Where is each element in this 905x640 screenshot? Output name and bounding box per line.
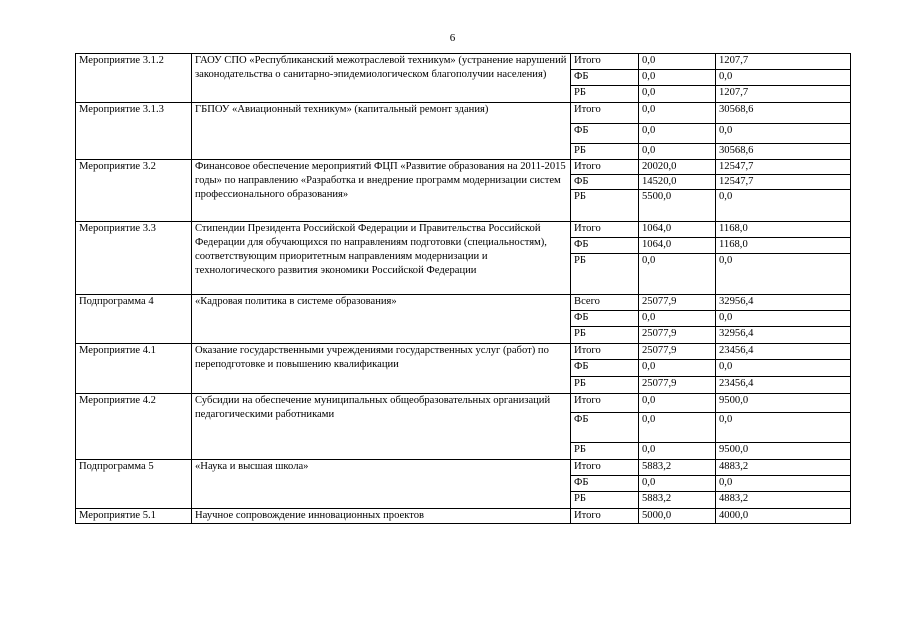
value-col-2: 1168,0 — [716, 222, 851, 238]
value-col-1: 20020,0 — [639, 160, 716, 175]
funding-source: РБ — [571, 144, 639, 160]
value-col-1: 25077,9 — [639, 295, 716, 311]
value-col-2: 23456,4 — [716, 344, 851, 360]
value-col-2: 23456,4 — [716, 377, 851, 394]
funding-source: Итого — [571, 160, 639, 175]
value-col-1: 5883,2 — [639, 460, 716, 476]
value-col-1: 25077,9 — [639, 344, 716, 360]
value-col-2: 0,0 — [716, 413, 851, 443]
funding-source: РБ — [571, 443, 639, 460]
value-col-1: 0,0 — [639, 86, 716, 103]
value-col-2: 30568,6 — [716, 103, 851, 124]
value-col-1: 0,0 — [639, 254, 716, 295]
page-number: 6 — [449, 32, 456, 44]
row-code: Мероприятие 3.2 — [76, 160, 192, 222]
funding-source: ФБ — [571, 311, 639, 327]
value-col-1: 0,0 — [639, 54, 716, 70]
row-description: ГБПОУ «Авиационный техникум» (капитальный ремонт здания) — [192, 103, 571, 160]
value-col-1: 0,0 — [639, 443, 716, 460]
funding-source: ФБ — [571, 70, 639, 86]
value-col-2: 12547,7 — [716, 175, 851, 190]
value-col-2: 9500,0 — [716, 443, 851, 460]
funding-source: РБ — [571, 377, 639, 394]
value-col-1: 25077,9 — [639, 377, 716, 394]
table-row — [76, 460, 851, 476]
value-col-1: 5000,0 — [639, 509, 716, 524]
funding-source: Итого — [571, 54, 639, 70]
value-col-2: 4883,2 — [716, 492, 851, 509]
value-col-2: 12547,7 — [716, 160, 851, 175]
funding-source: ФБ — [571, 124, 639, 144]
value-col-2: 9500,0 — [716, 394, 851, 413]
value-col-2: 0,0 — [716, 124, 851, 144]
budget-table — [75, 53, 851, 524]
funding-source: Итого — [571, 460, 639, 476]
value-col-1: 0,0 — [639, 394, 716, 413]
table-row — [76, 344, 851, 360]
value-col-2: 1168,0 — [716, 238, 851, 254]
funding-source: РБ — [571, 492, 639, 509]
row-description: Субсидии на обеспечение муниципальных общеобразовательных организаций педагогическими работниками — [192, 394, 571, 460]
row-description: Оказание государственными учреждениями государственных услуг (работ) по переподготовке и повышению квалификации — [192, 344, 571, 394]
value-col-1: 1064,0 — [639, 222, 716, 238]
value-col-1: 0,0 — [639, 360, 716, 377]
table-row — [76, 54, 851, 70]
table-row — [76, 103, 851, 124]
value-col-1: 0,0 — [639, 103, 716, 124]
value-col-2: 4000,0 — [716, 509, 851, 524]
value-col-1: 5883,2 — [639, 492, 716, 509]
funding-source: ФБ — [571, 360, 639, 377]
value-col-2: 30568,6 — [716, 144, 851, 160]
value-col-1: 5500,0 — [639, 190, 716, 222]
row-code: Подпрограмма 5 — [76, 460, 192, 509]
value-col-1: 0,0 — [639, 476, 716, 492]
row-code: Мероприятие 3.3 — [76, 222, 192, 295]
value-col-2: 0,0 — [716, 476, 851, 492]
value-col-2: 1207,7 — [716, 86, 851, 103]
value-col-1: 0,0 — [639, 124, 716, 144]
funding-source: Итого — [571, 509, 639, 524]
value-col-1: 0,0 — [639, 413, 716, 443]
funding-source: РБ — [571, 254, 639, 295]
table-body — [76, 54, 851, 524]
table-row — [76, 394, 851, 413]
value-col-2: 1207,7 — [716, 54, 851, 70]
value-col-1: 14520,0 — [639, 175, 716, 190]
value-col-2: 0,0 — [716, 360, 851, 377]
table-row — [76, 222, 851, 238]
table-row — [76, 509, 851, 524]
row-code: Подпрограмма 4 — [76, 295, 192, 344]
funding-source: Итого — [571, 222, 639, 238]
row-description: «Наука и высшая школа» — [192, 460, 571, 509]
row-code: Мероприятие 3.1.2 — [76, 54, 192, 103]
funding-source: ФБ — [571, 476, 639, 492]
value-col-2: 32956,4 — [716, 295, 851, 311]
funding-source: ФБ — [571, 238, 639, 254]
value-col-1: 0,0 — [639, 311, 716, 327]
row-description: Финансовое обеспечение мероприятий ФЦП «Развитие образования на 2011-2015 годы» по направлению «Разработка и внедрение программ модернизации систем профессионального образования» — [192, 160, 571, 222]
value-col-1: 1064,0 — [639, 238, 716, 254]
row-description: ГАОУ СПО «Республиканский межотраслевой техникум» (устранение нарушений законодательства о санитарно-эпидемиологическом благополучии населения) — [192, 54, 571, 103]
funding-source: ФБ — [571, 413, 639, 443]
funding-source: РБ — [571, 190, 639, 222]
row-code: Мероприятие 4.1 — [76, 344, 192, 394]
value-col-1: 25077,9 — [639, 327, 716, 344]
value-col-2: 0,0 — [716, 70, 851, 86]
funding-source: Итого — [571, 103, 639, 124]
table-row — [76, 295, 851, 311]
row-description: «Кадровая политика в системе образования» — [192, 295, 571, 344]
value-col-1: 0,0 — [639, 144, 716, 160]
row-code: Мероприятие 3.1.3 — [76, 103, 192, 160]
funding-source: Всего — [571, 295, 639, 311]
row-code: Мероприятие 5.1 — [76, 509, 192, 524]
row-description: Научное сопровождение инновационных проектов — [192, 509, 571, 524]
value-col-2: 0,0 — [716, 311, 851, 327]
funding-source: Итого — [571, 394, 639, 413]
funding-source: Итого — [571, 344, 639, 360]
row-description: Стипендии Президента Российской Федерации и Правительства Российской Федерации для обучающихся по направлениям подготовки (специальностям), соответствующим приоритетным направлениям модернизации и технологического развития экономики Российской Федерации — [192, 222, 571, 295]
value-col-1: 0,0 — [639, 70, 716, 86]
funding-source: ФБ — [571, 175, 639, 190]
value-col-2: 4883,2 — [716, 460, 851, 476]
table-row — [76, 160, 851, 175]
value-col-2: 32956,4 — [716, 327, 851, 344]
value-col-2: 0,0 — [716, 190, 851, 222]
value-col-2: 0,0 — [716, 254, 851, 295]
row-code: Мероприятие 4.2 — [76, 394, 192, 460]
funding-source: РБ — [571, 86, 639, 103]
funding-source: РБ — [571, 327, 639, 344]
